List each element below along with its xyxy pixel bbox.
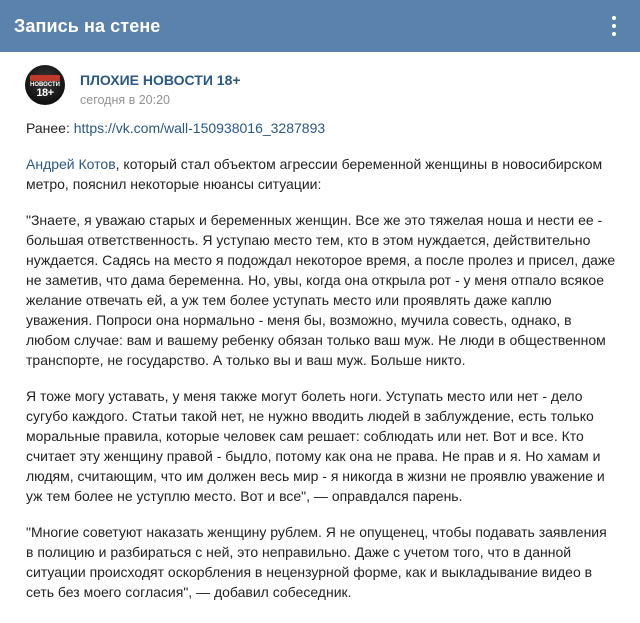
avatar-label: НОВОСТИ	[29, 82, 60, 88]
post-timestamp: сегодня в 20:20	[80, 93, 170, 107]
earlier-label: Ранее:	[26, 120, 74, 136]
intro-text: , который стал объектом агрессии беременной женщины в новосибирском метро, пояснил некоторые нюансы ситуации:	[26, 156, 603, 192]
quote-paragraph-2: Я тоже могу уставать, у меня также могут болеть ноги. Уступать место или нет - дело сугубо каждого. Статьи такой нет, не нужно вводить людей в заблуждение, есть только моральные правила, которые человек сам решает: соблюдать или нет. Вот и все. Кто считает эту женщину правой - быдло, потому как она не права. Не прав и я. Но хамам и людям, считающим, что им должен весь мир - я никогда в жизни не проявлю уважение и уж тем более не уступлю место. Вот и все", — оправдался парень.	[26, 388, 605, 504]
more-vertical-icon[interactable]	[602, 12, 626, 40]
page-title: Запись на стене	[14, 16, 161, 36]
quote-paragraph-3: "Многие советуют наказать женщину рублем. Я не опущенец, чтобы подавать заявления в полицию и разбираться с ней, это неправильно. Даже с учетом того, что в данной ситуации происходят оскорбления в нецензурной форме, как и выкладывание видео в сеть без моего согласия", — добавил собеседник.	[26, 524, 607, 600]
menu-dot	[612, 16, 616, 20]
quote-paragraph-1: "Знаете, я уважаю старых и беременных женщин. Все же это тяжелая ноша и нести ее - большая ответственность. Я уступаю место тем, кто в этом нуждается, действительно нуждается. Садясь на место я подождал некоторое время, а после пролез и присел, даже не заметив, что дама беременна. Но, увы, когда она открыла рот - у меня отпало всякое желание отвечать ей, а уж тем более уступать место или проявлять даже каплю уважения. Попроси она нормально - меня бы, возможно, мучила совесть, однако, в любом случае: вам и вашему ребенку обязан только ваш муж. Не люди в общественном транспорте, не государство. А только вы и ваш муж. Больше никто.	[26, 212, 616, 368]
earlier-post-link[interactable]: https://vk.com/wall-150938016_3287893	[73, 120, 326, 136]
avatar-red-band	[30, 75, 60, 81]
person-link[interactable]: Андрей Котов	[26, 156, 116, 172]
group-avatar[interactable]	[25, 65, 65, 105]
intro-paragraph	[26, 154, 618, 194]
menu-dot	[612, 32, 616, 36]
post-card	[0, 52, 640, 623]
post-body	[26, 118, 618, 618]
earlier-paragraph	[26, 118, 618, 138]
top-bar	[0, 0, 640, 52]
group-name-link[interactable]: ПЛОХИЕ НОВОСТИ 18+	[80, 72, 241, 88]
avatar-age-label: 18+	[36, 87, 54, 99]
menu-dot	[612, 24, 616, 28]
